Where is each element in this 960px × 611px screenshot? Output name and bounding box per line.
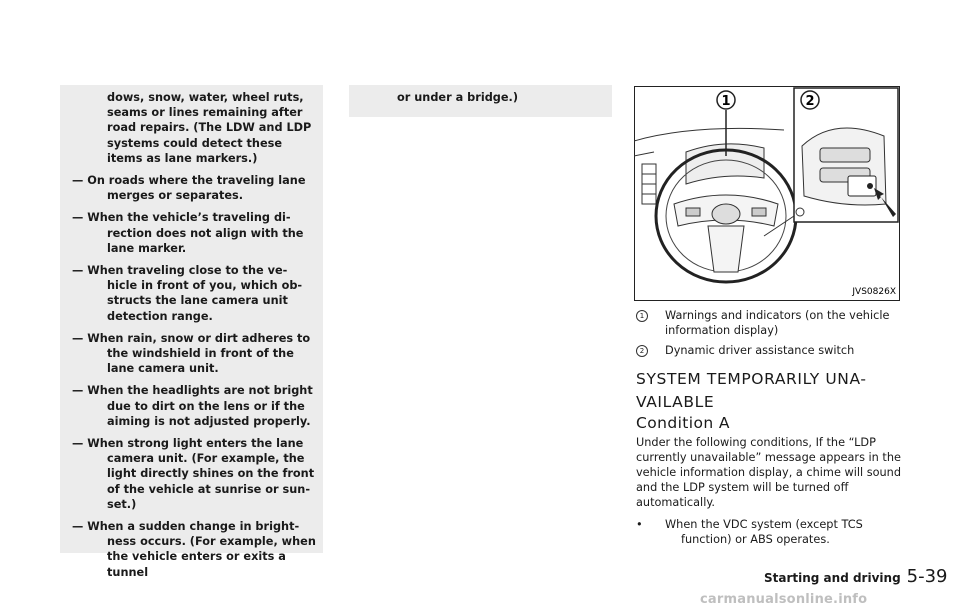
watermark: carmanualsonline.info [700, 592, 868, 607]
bullet-symbol: • [636, 518, 643, 531]
callout-1: 1 [721, 94, 731, 109]
bullet-line2: function) or ABS operates. [681, 533, 830, 546]
page-footer [764, 566, 948, 587]
steering-wheel-figure [634, 86, 900, 301]
column1-text [60, 90, 317, 580]
list-item: — On roads where the traveling lane merges or separates. [72, 174, 306, 203]
list-item: — When rain, snow or dirt adheres to the windshield in front of the lane camera unit. [72, 331, 311, 376]
caption-item [636, 308, 906, 338]
footer-section: Starting and driving [764, 571, 901, 585]
page-number: 5-39 [906, 566, 948, 587]
list-item: — When strong light enters the lane camera unit. (For example, the light directly shines on the front of the vehicle at sunrise or sun-set.) [72, 437, 315, 511]
caption-text: Warnings and indicators (on the vehicle information display) [665, 309, 890, 337]
figure-code: JVS0826X [852, 287, 896, 297]
caption-marker: 2 [636, 345, 648, 357]
list-item: — When the vehicle’s traveling di-rection does not align with the lane marker. [72, 211, 304, 255]
column2-text: or under a bridge.) [397, 91, 518, 104]
bullet-line1: When the VDC system (except TCS [665, 518, 863, 531]
bullet-item [636, 517, 904, 532]
section-heading: SYSTEM TEMPORARILY UNA-VAILABLE [636, 370, 867, 411]
list-item: — When a sudden change in bright-ness occurs. (For example, when the vehicle enters or exits a tunnel [72, 520, 316, 579]
steering-wheel-illustration [634, 86, 900, 301]
list-item: — When traveling close to the ve-hicle in front of you, which ob-structs the lane camera unit detection range. [72, 264, 303, 323]
caption-text: Dynamic driver assistance switch [665, 344, 855, 357]
caption-marker: 1 [636, 310, 648, 322]
figure-captions [636, 308, 906, 363]
body-paragraph: Under the following conditions, If the “LDP currently unavailable” message appears in the vehicle information display, a chime will sound and the LDP system will be turned off automatically. [636, 436, 902, 509]
callout-2: 2 [805, 94, 815, 109]
caption-item [636, 343, 906, 358]
list-item: — When the headlights are not bright due to dirt on the lens or if the aiming is not adjusted properly. [72, 384, 313, 428]
continuation-text: dows, snow, water, wheel ruts, seams or lines remaining after road repairs. (The LDW and LDP systems could detect these items as lane markers.) [107, 91, 312, 165]
body-text [636, 435, 904, 547]
section-subheading: Condition A [636, 414, 730, 432]
